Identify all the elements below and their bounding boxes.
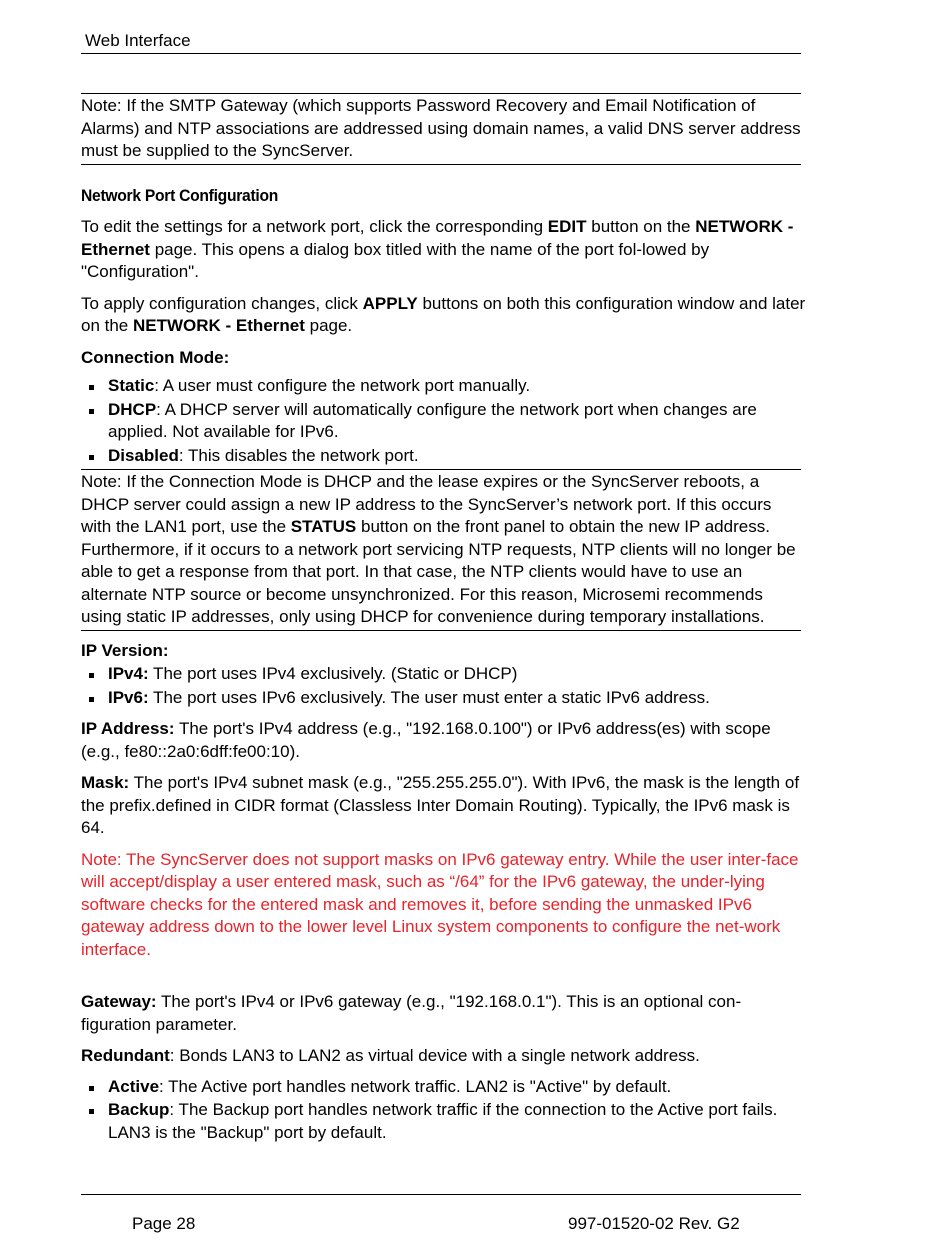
para-gateway	[81, 991, 809, 1036]
text-run: To apply configuration changes, click	[81, 293, 363, 313]
list-term: Static	[108, 376, 155, 395]
text-run: page.	[304, 316, 353, 335]
list-item	[81, 663, 809, 686]
page-content	[81, 93, 809, 1145]
text-run: button on the	[586, 217, 696, 236]
footer-rule	[81, 1194, 801, 1195]
list-item	[81, 399, 809, 444]
para-edit	[81, 216, 809, 284]
para-redundant	[81, 1045, 809, 1068]
connection-mode-label: Connection Mode:	[81, 347, 230, 367]
text-run: To edit the settings for a network port, click the corresponding	[81, 217, 548, 236]
list-item	[81, 445, 809, 468]
term-ip-address: IP Address:	[81, 719, 175, 738]
bold-edit: EDIT	[547, 217, 587, 236]
ip-version-label: IP Version:	[81, 640, 169, 660]
document-number: 997-01520-02 Rev. G2	[568, 1214, 740, 1233]
list-item	[81, 375, 809, 398]
term-gateway: Gateway:	[81, 992, 157, 1011]
text-run: button on the front panel to obtain the new IP address. Furthermore, if it occurs to a network port servicing NTP requests, NTP clients will no longer be able to get a response from that port. In that case, the NTP clients would have to use an alternate NTP source or become unsynchronized. For this reason, Microsemi recommends using static IP addresses, only using DHCP for convenience during temporary installations.	[81, 517, 796, 626]
list-term: IPv6:	[108, 687, 149, 707]
para-apply	[81, 293, 809, 338]
para-ip-address	[81, 718, 809, 763]
bold-network-ethernet: NETWORK - Ethernet	[133, 316, 305, 335]
bold-status: STATUS	[290, 517, 357, 536]
list-term: IPv4:	[108, 664, 149, 683]
list-item	[81, 1076, 809, 1099]
text-run: : Bonds LAN3 to LAN2 as virtual device with a single network address.	[169, 1046, 700, 1065]
text-run: page. This opens a dialog box titled with the name of the port fol-lowed by "Configuration".	[81, 239, 710, 281]
term-redundant: Redundant	[81, 1046, 170, 1065]
text-run: Note: If the Connection Mode is DHCP and the lease expires or the SyncServer reboots, a DHCP server could assign a new IP address to the SyncServer’s network port. If this occurs with the LAN1 port, use the	[81, 472, 772, 536]
list-desc: : A user must configure the network port manually.	[154, 376, 531, 395]
list-term: Backup	[108, 1100, 170, 1119]
connection-mode-list	[81, 375, 809, 467]
term-mask: Mask:	[81, 773, 130, 792]
list-term: DHCP	[108, 399, 157, 419]
text-run: The port's IPv4 address (e.g., "192.168.0.100") or IPv6 address(es) with scope (e.g., fe80::2a0:6dff:fe00:10).	[81, 719, 771, 761]
bold-network-ethernet: NETWORK - Ethernet	[81, 217, 794, 259]
bold-apply: APPLY	[362, 293, 418, 313]
list-desc: : A DHCP server will automatically configure the network port when changes are applied. Not available for IPv6.	[108, 399, 757, 441]
list-term: Disabled	[108, 445, 179, 465]
header-rule	[81, 53, 801, 54]
ip-version-list	[81, 663, 809, 709]
note-dhcp	[81, 469, 801, 631]
redundant-list	[81, 1076, 809, 1145]
note-dns: Note: If the SMTP Gateway (which supports Password Recovery and Email Notification of Alarms) and NTP associations are addressed using domain names, a valid DNS server address must be supplied to the SyncServer.	[81, 93, 801, 165]
page-number: Page 28	[132, 1214, 196, 1233]
note-ipv6-gateway: Note: The SyncServer does not support masks on IPv6 gateway entry. While the user inter-face will accept/display a user entered mask, such as “/64” for the IPv6 gateway, the under-lying software checks for the entered mask and removes it, before sending the unmasked IPv6 gateway address down to the lower level Linux system components to configure the net-work interface.	[81, 849, 799, 959]
para-mask	[81, 772, 809, 840]
list-item	[81, 1099, 809, 1144]
text-run: The port's IPv4 or IPv6 gateway (e.g., "192.168.0.1"). This is an optional con-figuration parameter.	[81, 992, 742, 1034]
text-run: The port's IPv4 subnet mask (e.g., "255.255.255.0"). With IPv6, the mask is the length of the prefix.defined in CIDR format (Classless Inter Domain Routing). Typically, the IPv6 mask is 64.	[81, 773, 800, 837]
text-run: buttons on both this configuration window and later on the	[81, 293, 806, 335]
list-item	[81, 687, 809, 710]
list-desc: The port uses IPv6 exclusively. The user must enter a static IPv6 address.	[148, 687, 710, 707]
running-header: Web Interface	[85, 31, 191, 50]
list-desc: The port uses IPv4 exclusively. (Static or DHCP)	[148, 664, 518, 683]
list-desc: : This disables the network port.	[178, 445, 419, 465]
list-desc: : The Backup port handles network traffic if the connection to the Active port fails. LAN3 is the "Backup" port by default.	[108, 1100, 778, 1142]
list-desc: : The Active port handles network traffic. LAN2 is "Active" by default.	[159, 1076, 672, 1096]
section-title: Network Port Configuration	[81, 185, 279, 205]
list-term: Active	[108, 1076, 160, 1096]
